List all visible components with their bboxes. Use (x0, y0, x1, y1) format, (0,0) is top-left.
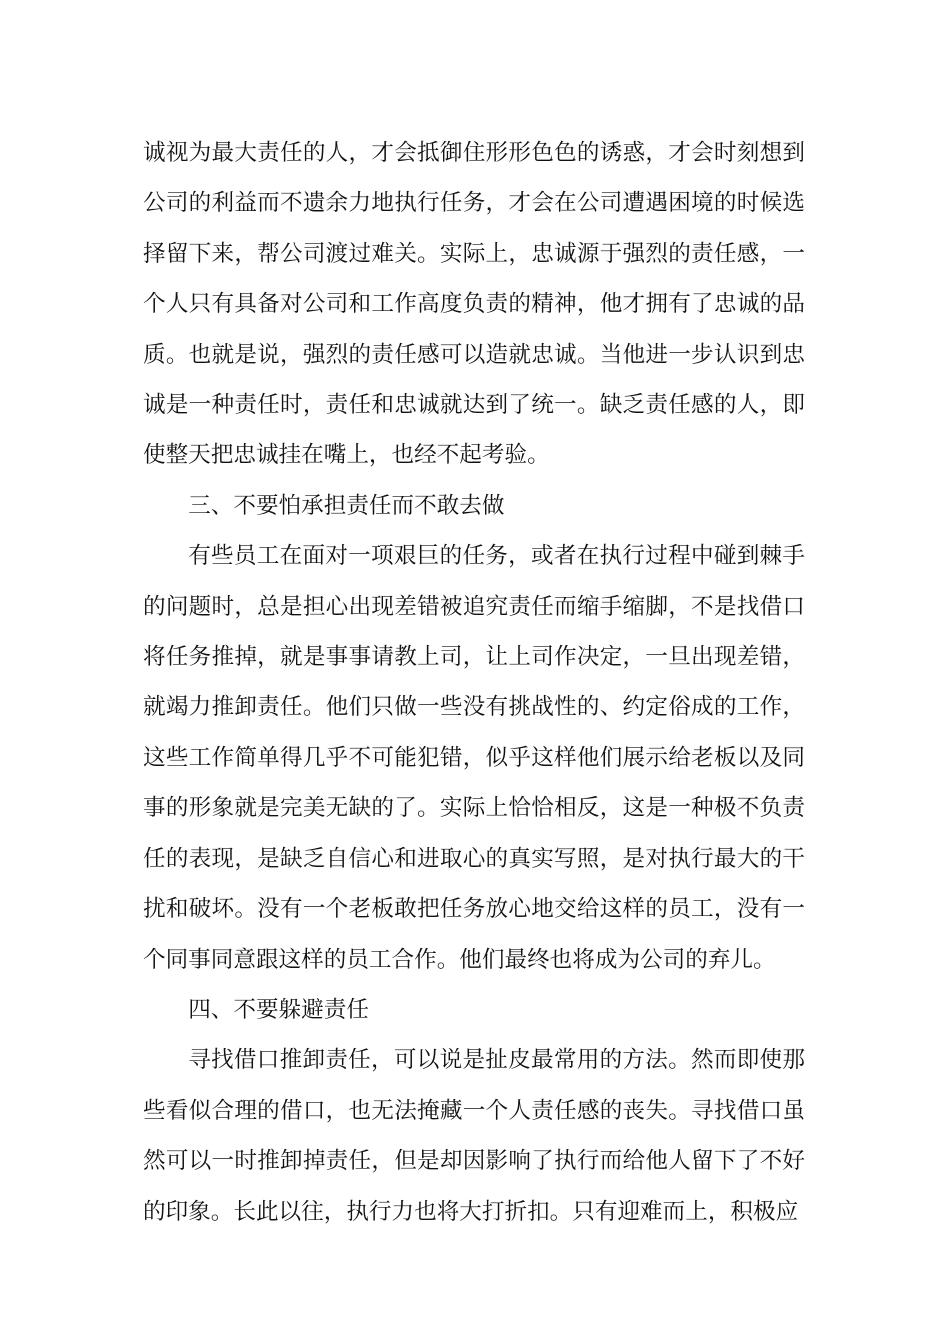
body-paragraph: 有些员工在面对一项艰巨的任务，或者在执行过程中碰到棘手的问题时，总是担心出现差错被追究责任而缩手缩脚，不是找借口将任务推掉，就是事事请教上司，让上司作决定，一旦出现差错，就竭力推卸责任。他们只做一些没有挑战性的、约定俗成的工作，这些工作简单得几乎不可能犯错，似乎这样他们展示给老板以及同事的形象就是完美无缺的了。实际上恰恰相反，这是一种极不负责任的表现，是缺乏自信心和进取心的真实写照，是对执行最大的干扰和破坏。没有一个老板敢把任务放心地交给这样的员工，没有一个同事同意跟这样的员工合作。他们最终也将成为公司的弃儿。 (143, 543, 805, 973)
section-heading-four: 四、不要躲避责任 (188, 996, 369, 1023)
document-body (143, 128, 805, 1237)
section-heading-three: 三、不要怕承担责任而不敢去做 (188, 492, 505, 519)
body-paragraph: 寻找借口推卸责任，可以说是扯皮最常用的方法。然而即使那些看似合理的借口，也无法掩藏一个人责任感的丧失。寻找借口虽然可以一时推卸掉责任，但是却因影响了执行而给他人留下了不好的印象。长此以往，执行力也将大打折扣。只有迎难而上，积极应 (143, 1047, 805, 1225)
body-paragraph-continued: 诚视为最大责任的人，才会抵御住形形色色的诱惑，才会时刻想到公司的利益而不遗余力地执行任务，才会在公司遭遇困境的时候选择留下来，帮公司渡过难关。实际上，忠诚源于强烈的责任感，一个人只有具备对公司和工作高度负责的精神，他才拥有了忠诚的品质。也就是说，强烈的责任感可以造就忠诚。当他进一步认识到忠诚是一种责任时，责任和忠诚就达到了统一。缺乏责任感的人，即使整天把忠诚挂在嘴上，也经不起考验。 (143, 140, 805, 469)
